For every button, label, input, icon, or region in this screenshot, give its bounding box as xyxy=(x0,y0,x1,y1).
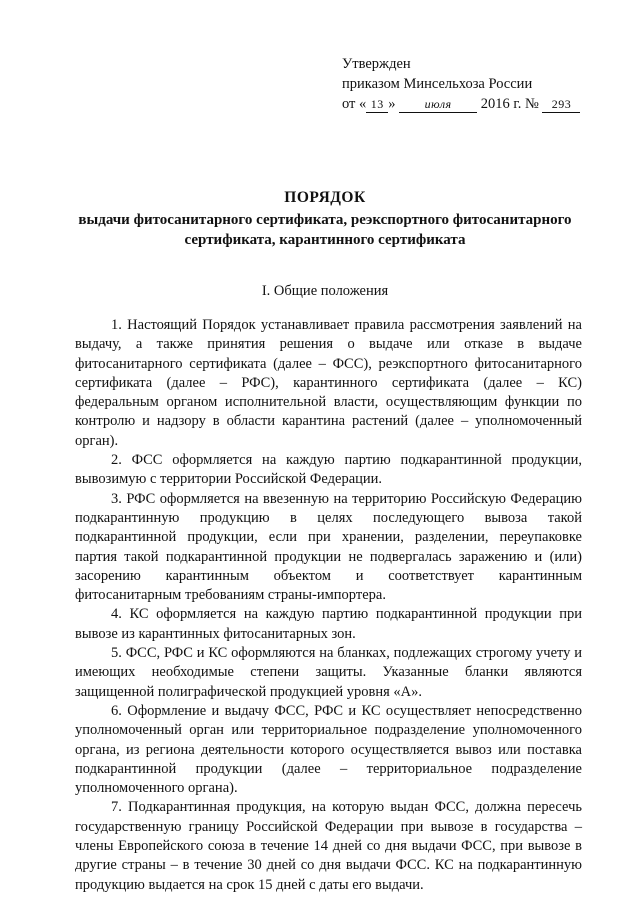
title-heading: ПОРЯДОК xyxy=(284,189,366,206)
approval-order: приказом Минсельхоза России xyxy=(342,76,533,92)
paragraph-1: 1. Настоящий Порядок устанавливает правила рассмотрения заявлений на выдачу, а также принятия решения о выдаче или отказе в выдаче фитосанитарного сертификата (далее – ФСС), реэкспортного фитосанитарного сертификата (далее – РФС), карантинного сертификата (далее – КС) федеральным органом исполнительной власти, осуществляющим функции по контролю и надзору в области карантина растений (далее – уполномоченный орган). xyxy=(75,317,582,449)
paragraph-2: 2. ФСС оформляется на каждую партию подкарантинной продукции, вывозимую с территории Российской Федерации. xyxy=(75,452,582,488)
paragraph-7: 7. Подкарантинная продукция, на которую выдан ФСС, должна пересечь государственную границу Российской Федерации при вывозе в государства – члены Европейского союза в течение 14 дней со дня выдачи ФСС, при вывозе в другие страны – в течение 30 дней со дня выдачи ФСС. КС на подкарантинную продукцию выдается на срок 15 дней с даты его выдачи. xyxy=(75,799,582,893)
date-month: июля xyxy=(399,97,477,113)
approval-stamp xyxy=(342,54,580,114)
date-year: 2016 г. № xyxy=(480,96,539,112)
date-mid: » xyxy=(388,96,396,112)
approval-label: Утвержден xyxy=(342,56,411,72)
document-title xyxy=(60,188,590,250)
date-prefix: от « xyxy=(342,96,367,112)
document-body xyxy=(75,316,582,895)
order-number: 293 xyxy=(542,97,580,113)
paragraph-6: 6. Оформление и выдачу ФСС, РФС и КС осуществляет непосредственно уполномоченный орган или территориальное подразделение уполномоченного органа, из региона деятельности которого осуществляется вывоз или поставка подкарантинной продукции (далее – территориальное подразделение уполномоченного органа). xyxy=(75,702,582,797)
paragraph-3: 3. РФС оформляется на ввезенную на территорию Российскую Федерацию подкарантинную продукцию в целях последующего вывоза такой подкарантинной продукции, если при хранении, разделении, переупаковке партия такой подкарантинной продукции не подвергалась заражению и (или) засорению карантинным объектом и соответствует карантинным фитосанитарным требованиям страны-импортера. xyxy=(75,490,582,604)
paragraph-5: 5. ФСС, РФС и КС оформляются на бланках, подлежащих строгому учету и имеющих необходимые степени защиты. Указанные бланки являются защищенной полиграфической продукцией уровня «А». xyxy=(75,645,582,700)
paragraph-4: 4. КС оформляется на каждую партию подкарантинной продукции при вывозе из карантинных фитосанитарных зон. xyxy=(75,606,582,642)
approval-date-line xyxy=(342,94,580,114)
date-day: 13 xyxy=(366,97,388,113)
section-heading: I. Общие положения xyxy=(261,283,389,299)
title-subtitle: выдачи фитосанитарного сертификата, реэкспортного фитосанитарного сертификата, карантинного сертификата xyxy=(78,212,572,248)
